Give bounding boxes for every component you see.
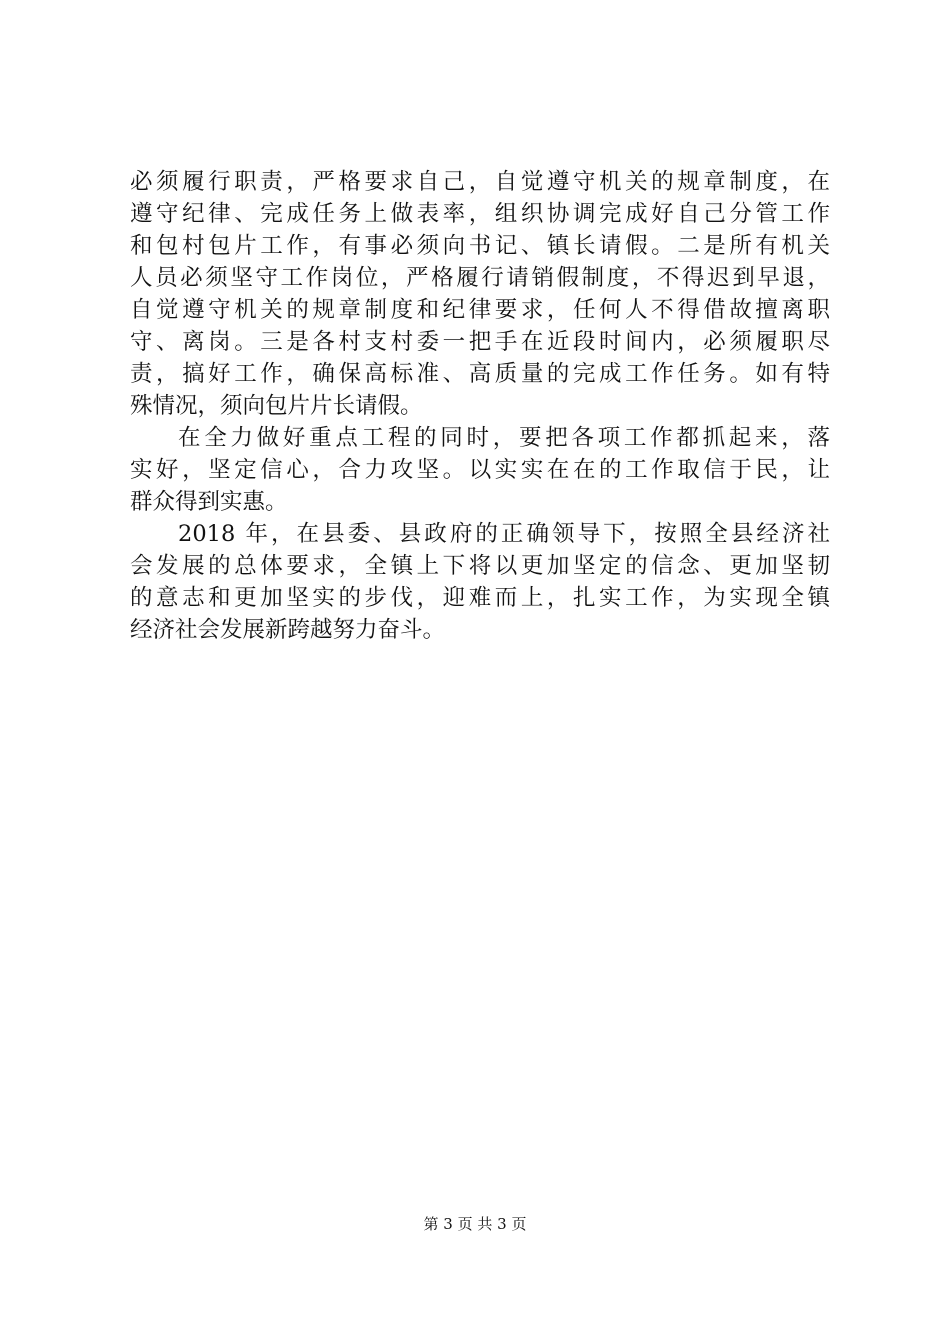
text-line: 2018 年，在县委、县政府的正确领导下，按照全县经济社 (178, 521, 830, 547)
text-line: 自觉遵守机关的规章制度和纪律要求，任何人不得借故擅离职 (130, 297, 830, 323)
text-line: 和包村包片工作，有事必须向书记、镇长请假。二是所有机关 (130, 233, 830, 259)
text-line: 遵守纪律、完成任务上做表率，组织协调完成好自己分管工作 (130, 201, 830, 227)
page-footer: 第 3 页 共 3 页 (423, 1215, 527, 1233)
text-line: 殊情况，须向包片片长请假。 (130, 393, 423, 419)
text-line: 必须履行职责，严格要求自己，自觉遵守机关的规章制度，在 (130, 169, 830, 195)
text-line: 会发展的总体要求，全镇上下将以更加坚定的信念、更加坚韧 (130, 553, 830, 579)
text-line: 的意志和更加坚实的步伐，迎难而上，扎实工作，为实现全镇 (130, 585, 830, 611)
text-line: 人员必须坚守工作岗位，严格履行请销假制度，不得迟到早退， (130, 265, 830, 291)
text-line: 实好，坚定信心，合力攻坚。以实实在在的工作取信于民，让 (130, 457, 830, 483)
text-line: 责，搞好工作，确保高标准、高质量的完成工作任务。如有特 (130, 361, 830, 387)
document-body (130, 166, 830, 646)
text-line: 在全力做好重点工程的同时，要把各项工作都抓起来，落 (178, 425, 830, 451)
text-line: 群众得到实惠。 (130, 489, 288, 515)
text-line: 守、离岗。三是各村支村委一把手在近段时间内，必须履职尽 (130, 329, 830, 355)
text-line: 经济社会发展新跨越努力奋斗。 (130, 617, 446, 643)
